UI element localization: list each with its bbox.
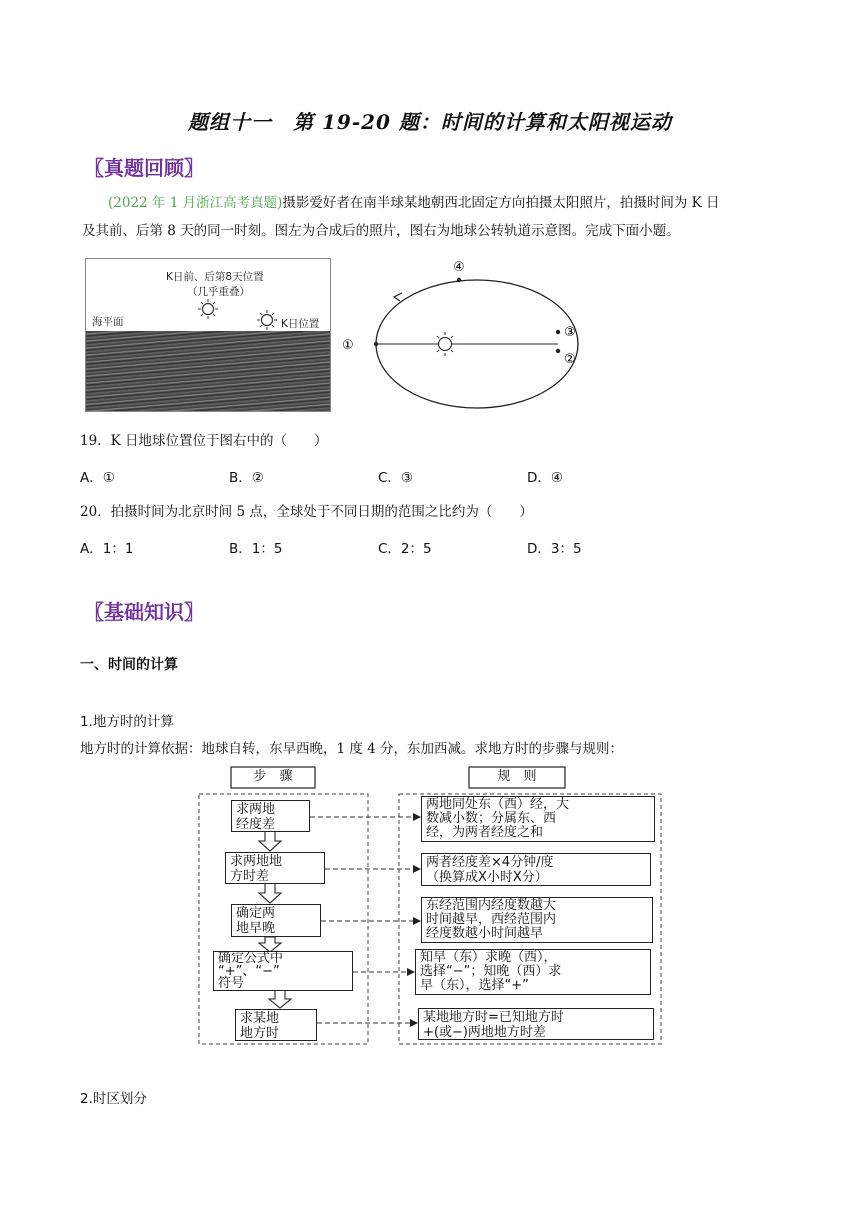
orbit-marker-1: ① (342, 338, 354, 353)
flow-step-5-line2: 地方时 (240, 1026, 280, 1041)
flow-rule-4-line3: 早（东），选择“+” (420, 978, 529, 993)
flow-step-5-line1: 求某地 (240, 1011, 280, 1026)
flow-step-2-line1: 求两地地 (230, 854, 283, 869)
local-time-flowchart (195, 765, 665, 1047)
sub1-heading: 1.地方时的计算 (80, 714, 174, 730)
question-intro (82, 189, 782, 245)
flow-rule-5-line2: +(或−)两地地方时差 (423, 1025, 546, 1040)
photo-label-k: K日位置 (281, 318, 320, 330)
flow-rule-5 (418, 1008, 654, 1040)
flow-rule-2-line1: 两者经度差×4分钟/度 (426, 855, 554, 870)
q19-option-a[interactable]: A．① (80, 470, 115, 486)
q19-stem: 19．K 日地球位置位于图右中的（ ） (80, 433, 328, 449)
flow-rule-4-line1: 知早（东）求晚（西）， (420, 950, 557, 965)
page-title: 题组十一 第 19-20 题：时间的计算和太阳视运动 (188, 110, 672, 134)
q20-option-a[interactable]: A．1：1 (80, 541, 134, 557)
flow-rule-1-line1: 两地同处东（西）经，大 (426, 797, 570, 812)
q20-stem: 20．拍摄时间为北京时间 5 点，全球处于不同日期的范围之比约为（ ） (80, 504, 533, 520)
flow-step-1-line2: 经度差 (236, 817, 276, 832)
flow-rule-4 (415, 949, 651, 995)
orbit-marker-4: ④ (453, 260, 465, 275)
flow-rule-1 (421, 796, 655, 842)
sun-icon-k (257, 310, 277, 330)
intro-line1: 摄影爱好者在南半球某地朝西北固定方向拍摄太阳照片，拍摄时间为 K 日 (282, 195, 720, 211)
q20-option-d[interactable]: D．3：5 (527, 541, 582, 557)
flow-step-2-line2: 方时差 (230, 869, 270, 884)
question-source: (2022 年 1 月浙江高考真题) (108, 195, 283, 211)
sun-photo (85, 258, 331, 412)
flow-step-4-line3: 符号 (218, 976, 245, 991)
orbit-diagram (338, 256, 588, 416)
flow-step-4-line2: “+”、“−” (218, 963, 280, 979)
photo-suns (86, 259, 330, 411)
section-heading-basics: 〖基础知识〗 (84, 600, 204, 624)
flow-rule-5-line1: 某地地方时=已知地方时 (423, 1010, 564, 1025)
q20-option-b[interactable]: B．1：5 (229, 541, 283, 557)
sub1-text: 地方时的计算依据：地球自转，东早西晚，1 度 4 分，东加西减。求地方时的步骤与规则： (80, 741, 624, 757)
photo-label-sea: 海平面 (92, 316, 124, 328)
flow-rule-2-line2: （换算成X小时X分） (426, 870, 548, 885)
q20-option-c[interactable]: C．2：5 (378, 541, 432, 557)
flow-rule-3 (421, 897, 653, 943)
flow-step-4 (213, 951, 353, 991)
flow-step-3 (231, 904, 321, 937)
intro-line2: 及其前、后第 8 天的同一时刻。图左为合成后的照片，图右为地球公转轨道示意图。完成下面小题。 (82, 223, 680, 239)
sub2-heading: 2.时区划分 (80, 1091, 147, 1107)
flow-rule-4-line2: 选择“−”；知晚（西）求 (420, 964, 562, 979)
flow-rule-3-line2: 时间越早，西经范围内 (426, 912, 557, 927)
flow-rule-2 (421, 853, 651, 886)
flow-rule-3-line1: 东经范围内经度数越大 (426, 898, 557, 913)
flow-rule-1-line2: 数减小数；分属东、西 (426, 811, 557, 826)
photo-label-top2: （几乎重叠） (187, 286, 250, 298)
flow-rule-1-line3: 经，为两者经度之和 (426, 825, 544, 840)
flow-step-5 (235, 1009, 317, 1041)
flow-col-rules: 规 则 (497, 769, 537, 784)
flow-step-1 (231, 800, 310, 832)
photo-label-top1: K日前、后第8天位置 (166, 271, 264, 283)
q19-option-c[interactable]: C．③ (378, 470, 414, 486)
flow-step-4-line1: 确定公式中 (218, 951, 284, 966)
flow-step-3-line1: 确定两 (236, 906, 276, 921)
sun-icon-overlap (198, 299, 218, 319)
orbit-marker-2: ② (564, 352, 576, 367)
flow-step-3-line2: 地早晚 (236, 921, 276, 936)
section-heading-review: 〖真题回顾〗 (84, 156, 204, 180)
orbit-marker-3: ③ (564, 325, 576, 340)
flow-step-2 (225, 852, 325, 884)
q19-option-d[interactable]: D．④ (527, 470, 563, 486)
flow-col-steps: 步 骤 (253, 769, 293, 784)
flow-rule-3-line3: 经度数越小时间越早 (426, 926, 544, 941)
flow-step-1-line1: 求两地 (236, 802, 276, 817)
q19-option-b[interactable]: B．② (229, 470, 264, 486)
part1-heading: 一、时间的计算 (80, 657, 178, 673)
